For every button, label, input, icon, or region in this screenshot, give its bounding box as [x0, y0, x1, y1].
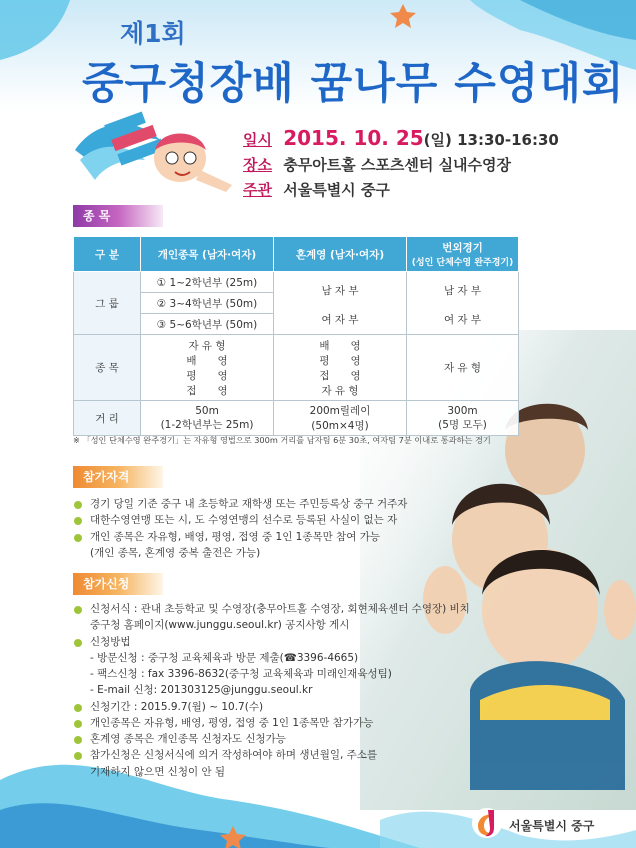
group-label-cell: 그 룹: [74, 272, 141, 335]
individual-event-item: 접 영: [186, 384, 228, 397]
relay-distance-cell: [274, 401, 407, 436]
individual-distance-cell: [141, 401, 274, 436]
section-eligibility-ribbon: 참가자격: [73, 466, 163, 488]
list-item-sub: 기재하지 않으면 신청이 안 됨: [90, 765, 226, 778]
extra-event-cell: 자 유 형: [407, 335, 519, 401]
junggu-logo-icon: [470, 806, 504, 840]
list-item-sub: - E-mail 신청: 201303125@junggu.seoul.kr: [90, 684, 313, 697]
individual-distance-note: (1-2학년부는 25m): [160, 418, 254, 431]
table-row: [74, 335, 519, 401]
info-host: [243, 179, 390, 200]
individual-distance: 50m: [195, 404, 219, 417]
list-item-sub: 중구청 홈페이지(www.junggu.seoul.kr) 공지사항 게시: [90, 619, 350, 632]
list-item: 개인종목은 자유형, 배영, 평영, 접영 중 1인 1종목만 참가가능: [74, 715, 470, 731]
group-cell: ③ 5~6학년부 (50m): [141, 314, 274, 335]
extra-distance-note: (5명 모두): [438, 418, 487, 431]
events-table: [73, 236, 519, 436]
extra-groups-cell: [407, 272, 519, 335]
list-item-sub: - 방문신청 : 중구청 교육체육과 방문 제출(☎3396-4665): [90, 651, 359, 664]
swimmer-mascot: [75, 112, 232, 192]
date-value: 2015. 10. 25: [283, 126, 424, 150]
host-label: 주관: [243, 181, 272, 199]
list-item-sub: (개인 종목, 혼계영 중복 출전은 가능): [90, 546, 261, 559]
extra-group-male: 남 자 부: [443, 285, 482, 297]
relay-distance: 200m릴레이: [309, 405, 371, 417]
individual-events-cell: [141, 335, 274, 401]
relay-groups-cell: [274, 272, 407, 335]
info-place: [243, 154, 511, 175]
place-label: 장소: [243, 156, 272, 174]
event-label-cell: 종 목: [74, 335, 141, 401]
list-item: 경기 당일 기준 중구 내 초등학교 재학생 또는 주민등록상 중구 거주자: [74, 496, 407, 512]
list-item: 신청방법: [74, 634, 470, 650]
individual-event-item: 평 영: [186, 369, 228, 382]
list-item: 신청기간 : 2015.9.7(월) ~ 10.7(수): [74, 699, 470, 715]
table-header-relay: 혼계영 (남자·여자): [274, 237, 407, 272]
eligibility-list: [74, 496, 407, 561]
relay-group-male: 남 자 부: [321, 285, 359, 297]
table-header-individual: 개인종목 (남자·여자): [141, 237, 274, 272]
footer-logo-text: 서울특별시 중구: [509, 819, 595, 833]
group-cell: ② 3~4학년부 (50m): [141, 293, 274, 314]
extra-distance: 300m: [447, 404, 478, 417]
relay-event-item: 배 영: [319, 339, 361, 352]
group-cell: ① 1~2학년부 (25m): [141, 272, 274, 293]
table-header-extra-title: 번외경기: [442, 242, 483, 254]
table-header-category: 구 분: [74, 237, 141, 272]
list-item: 신청서식 : 관내 초등학교 및 수영장(충무아트홀 수영장, 회현체육센터 수영장) 비치: [74, 601, 470, 617]
relay-event-item: 평 영: [319, 354, 361, 367]
place-value: 충무아트홀 스포츠센터 실내수영장: [283, 156, 512, 174]
relay-group-female: 여 자 부: [321, 314, 359, 326]
relay-events-cell: [274, 335, 407, 401]
table-row: [74, 401, 519, 436]
table-header-extra: [407, 237, 519, 272]
page-title: 중구청장배 꿈나무 수영대회: [82, 59, 625, 109]
individual-event-item: 자 유 형: [188, 339, 226, 352]
edition-label: 제1회: [120, 19, 186, 48]
table-footnote: ※ 「성인 단체수영 완주경기」는 자유형 영법으로 300m 거리를 남자팀 6분 30초, 여자팀 7분 이내로 통과하는 경기: [73, 435, 491, 445]
relay-event-item: 자 유 형: [321, 384, 359, 397]
host-value: 서울특별시 중구: [283, 181, 390, 199]
list-item: 혼계영 종목은 개인종목 신청자도 신청가능: [74, 731, 470, 747]
table-header-extra-sub: (성인 단체수영 완주경기): [411, 258, 514, 268]
table-header-row: [74, 237, 519, 272]
application-list: [74, 601, 470, 780]
date-label: 일시: [243, 131, 272, 149]
info-date: [243, 126, 559, 150]
extra-distance-cell: [407, 401, 519, 436]
individual-event-item: 배 영: [186, 354, 228, 367]
section-application-ribbon: 참가신청: [73, 573, 163, 595]
date-suffix: (일) 13:30-16:30: [423, 131, 559, 149]
list-item: 참가신청은 신청서식에 의거 작성하여야 하며 생년월일, 주소를: [74, 747, 470, 763]
relay-event-item: 접 영: [319, 369, 361, 382]
extra-group-female: 여 자 부: [443, 314, 482, 326]
list-item: 개인 종목은 자유형, 배영, 평영, 접영 중 1인 1종목만 참여 가능: [74, 529, 407, 545]
relay-distance-note: (50m×4명): [311, 420, 369, 432]
table-row: [74, 272, 519, 293]
distance-label-cell: 거 리: [74, 401, 141, 436]
list-item-sub: - 팩스신청 : fax 3396-8632(중구청 교육체육과 미래인재육성팀): [90, 668, 392, 681]
list-item: 대한수영연맹 또는 시, 도 수영연맹의 선수로 등록된 사실이 없는 자: [74, 512, 407, 528]
section-events-ribbon: 종 목: [73, 205, 163, 227]
